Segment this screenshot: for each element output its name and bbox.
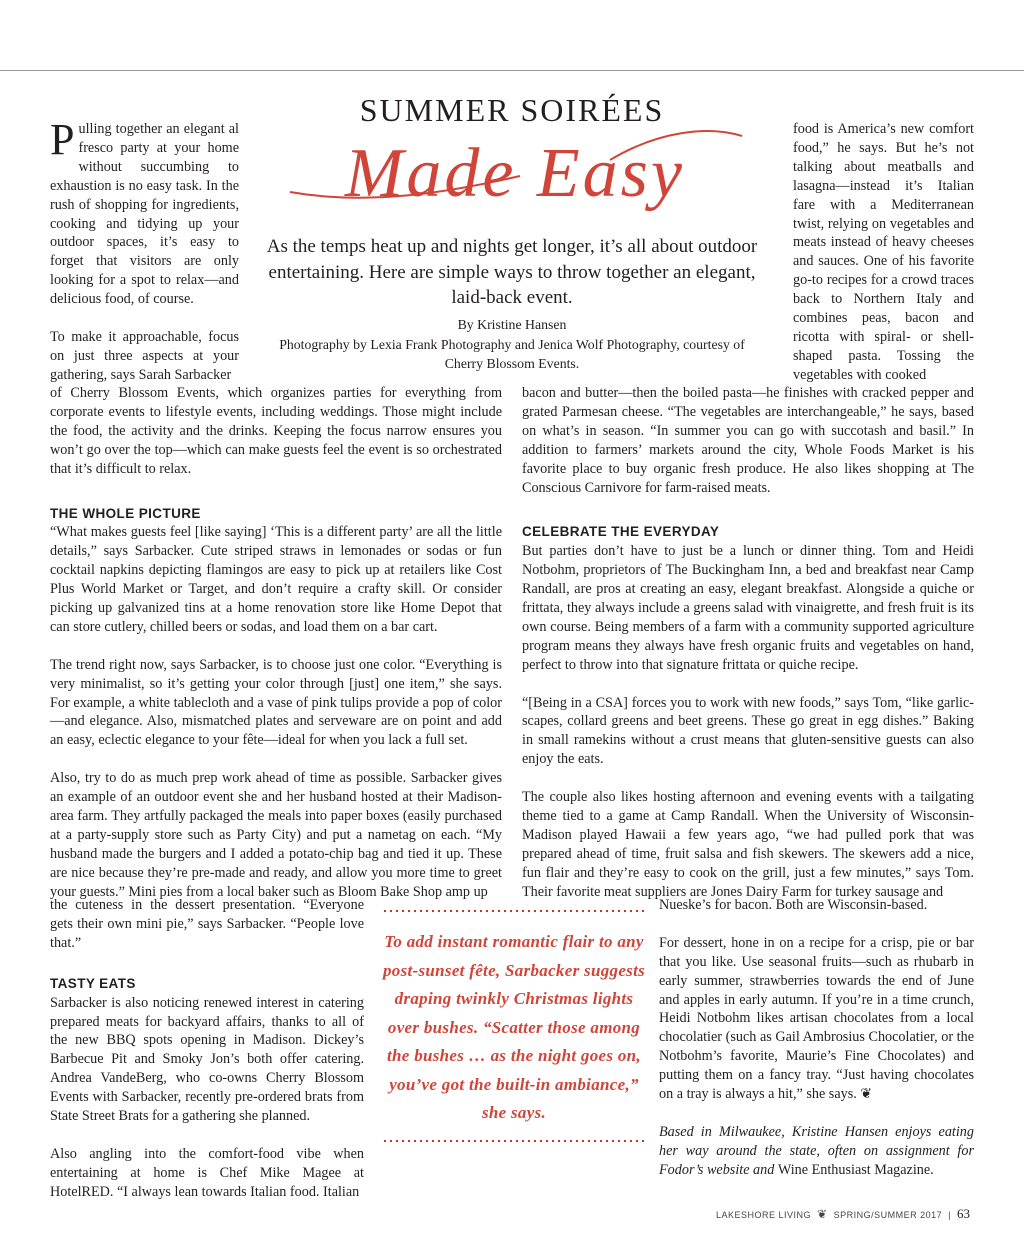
- script-title: [280, 120, 750, 220]
- page-footer: [716, 1206, 970, 1222]
- leaf-icon: ❦: [817, 1207, 828, 1221]
- footer-separator: |: [948, 1210, 951, 1220]
- author-bio: [659, 1123, 974, 1180]
- intro-paragraph-2: To make it approachable, focus on just three aspects at your gathering, says Sarah Sarbacker: [50, 328, 239, 383]
- celebrate-paragraph-2: “[Being in a CSA] forces you to work with new foods,” says Tom, “like garlic-scapes, collard greens and beet greens. These go great in egg dishes.” Baking in small ramekins without a crust means that gluten-sensitive guests can also enjoy the eats.: [522, 694, 974, 768]
- whole-picture-paragraph-1: “What makes guests feel [like saying] ‘This is a different party’ are all the little details,” says Sarbacker. Cute striped straws in lemonades or sodas or fun cocktail napkins depicting flamingos are easy to pick up at retailers like Cost Plus World Market or Target, and don’t require a crafty skill. Or consider picking up galvanized tins at a home renovation store like Home Depot that can store cutlery, chilled beers or sodas, and load them on a bar cart.: [50, 524, 502, 635]
- intro-paragraph: [50, 115, 239, 309]
- right-top-paragraph: food is America’s new comfort food,” he says. But he’s not talking about meatballs and lasagna—instead it’s Italian fare with a Mediterranean twist, relying on vegetables and meats instead of heavy cheeses and sauces. One of his favorite go-to recipes for a crowd traces back to Northern Italy and combines peas, bacon and ricotta with spiral- or shell-shaped pasta. Tossing the vegetables with cooked: [793, 121, 974, 383]
- whole-picture-paragraph-3-end: the cuteness in the dessert presentation. “Everyone gets their own mini pie,” says Sarbacker. “People love that.”: [50, 897, 364, 951]
- right-bottom-column: [659, 896, 974, 1180]
- right-paragraph-1: bacon and butter—then the boiled pasta—he finishes with cracked pepper and grated Parmesan cheese. “The vegetables are interchangeable,” he says, based on what’s in season. “In summer you can go with succotash and basil.” In addition to farmers’ markets around the city, Whole Foods Market is his favorite place to buy organic fresh produce. He also likes shopping at The Conscious Carnivore for farm-raised meats.: [522, 385, 974, 496]
- left-column: [50, 384, 502, 902]
- celebrate-paragraph-3: The couple also likes hosting afternoon and evening events with a tailgating theme tied to a game at Camp Randall. When the University of Wisconsin-Madison played Hawaii a few years ago, “we had pulled pork that was prepared ahead of time, fruit salsa and fish skewers. The skewers add a nice, fun flair and they’re easy to cook on the grill, just a few minutes,” says Tom. Their favorite meat suppliers are Jones Dairy Farm for turkey sausage and: [522, 789, 974, 900]
- byline-block: [270, 315, 754, 374]
- left-paragraph-1: of Cherry Blossom Events, which organizes parties for everything from corporate events to lifestyle events, including weddings. Those might include the food, the activity and the drinks. Keeping the focus narrow ensures you won’t go over the top—which can make guests feel the event is so orchestrated that it’s difficult to relax.: [50, 385, 502, 477]
- right-column: [522, 384, 974, 902]
- bio-publication: Wine Enthusiast Magazine.: [777, 1161, 934, 1178]
- pull-quote-text: To add instant romantic flair to any post-sunset fête, Sarbacker suggests draping twinkly Christmas lights over bushes. “Scatter those among the bushes … as the night goes on, you’ve got the built-in ambiance,” she says.: [382, 932, 646, 1122]
- dessert-text: For dessert, hone in on a recipe for a crisp, pie or bar that you like. Use seasonal fruits—such as rhubarb in early summer, strawberries towards the end of June and apples in early autumn. If you’re in a time crunch, Heidi Notbohm likes artisan chocolates from a local chocolatier (such as Gail Ambrosius Chocolatier, or the Notbohm’s favorite, Maurie’s Fine Chocolates) and putting them on a fancy tray. “Just having chocolates on a tray is always a hit,” she says.: [659, 934, 974, 1103]
- left-bottom-column: [50, 896, 364, 1202]
- pull-quote-bottom-dots: [382, 1138, 646, 1144]
- intro-text: ulling together an elegant al fresco party at your home without succumbing to exhaustion is no easy task. In the rush of shopping for ingredients, cooking and tidying up your outdoor spaces, it’s easy to forget that visitors are only looking for a spot to relax—and delicious food, of course.: [50, 121, 239, 308]
- article-deck: As the temps heat up and nights get longer, it’s all about outdoor entertaining. Here are simple ways to throw together an elegant, laid-back event.: [266, 236, 758, 308]
- celebrate-paragraph-4: [659, 934, 974, 1104]
- drop-cap: P: [50, 115, 75, 164]
- footer-issue: SPRING/SUMMER 2017: [833, 1210, 943, 1220]
- page-number: 63: [957, 1206, 970, 1221]
- byline: By Kristine Hansen: [457, 317, 567, 332]
- script-title-text: Made Easy: [345, 135, 685, 212]
- intro-column: [50, 115, 239, 385]
- photo-credit: Photography by Lexia Frank Photography and Jenica Wolf Photography, courtesy of Cherry Blossom Events.: [279, 336, 745, 371]
- right-top-column: [793, 120, 974, 385]
- section-heading-celebrate: CELEBRATE THE EVERYDAY: [522, 524, 720, 540]
- footer-magazine: LAKESHORE LIVING: [715, 1210, 811, 1220]
- whole-picture-paragraph-2: The trend right now, says Sarbacker, is to choose just one color. “Everything is very minimalist, so it’s getting your color through [just] one item,” she says. For example, a white tablecloth and a vase of pink tulips provide a pop of color—and elegance. Also, mismatched plates and serveware are on point and add an easy, eclectic elegance to your fête—ideal for when you lack a full set.: [50, 656, 502, 749]
- whole-picture-paragraph-3: Also, try to do as much prep work ahead of time as possible. Sarbacker gives an example of an outdoor event she and her husband hosted at their Madison-area farm. They artfully packaged the meals into paper boxes (easily purchased at a party-supply store such as Party City) and put a nametag on each. “My husband made the burgers and I added a potato-chip bag and tied it up. These are nice because they’re pre-made and ready, and allow you more time to greet your guests.” Mini pies from a local baker such as Bloom Bake Shop amp up: [50, 770, 502, 900]
- end-mark-icon: ❦: [860, 1086, 873, 1103]
- top-rule: [0, 70, 1024, 71]
- pull-quote: [382, 908, 646, 1184]
- tasty-eats-paragraph-1: Sarbacker is also noticing renewed interest in catering prepared meats for backyard affairs, thanks to all of the new BBQ spots opening in Madison. Dickey’s Barbecue Pit and Smoky Jon’s both offer catering. Andrea VandeBerg, who co-owns Cherry Blossom Events with Sarbacker, recently pre-ordered brats from State Street Brats for a gathering she planned.: [50, 994, 364, 1125]
- section-heading-tasty-eats: TASTY EATS: [50, 975, 136, 991]
- celebrate-paragraph-3-end: Nueske’s for bacon. Both are Wisconsin-based.: [659, 897, 928, 913]
- bio-text: Based in Milwaukee, Kristine Hansen enjoys eating her way around the state, often on assignment for Fodor’s website and: [659, 1123, 974, 1178]
- tasty-eats-paragraph-2: Also angling into the comfort-food vibe when entertaining at home is Chef Mike Magee at HotelRED. “I always lean towards Italian food. Italian: [50, 1145, 364, 1200]
- article-kicker: SUMMER SOIRÉES: [359, 92, 665, 128]
- pull-quote-top-dots: [382, 908, 646, 914]
- section-heading-whole-picture: THE WHOLE PICTURE: [50, 505, 201, 521]
- celebrate-paragraph-1: But parties don’t have to just be a lunch or dinner thing. Tom and Heidi Notbohm, proprietors of The Buckingham Inn, a bed and breakfast near Camp Randall, are pros at creating an easy, elegant breakfast. Alongside a quiche or frittata, they always include a greens salad with vinaigrette, and fresh fruit is its own course. Being members of a farm with a community supported agriculture program means they always have fresh organic fruits and vegetables on hand, perfect to throw into that signature frittata or quiche recipe.: [522, 543, 974, 673]
